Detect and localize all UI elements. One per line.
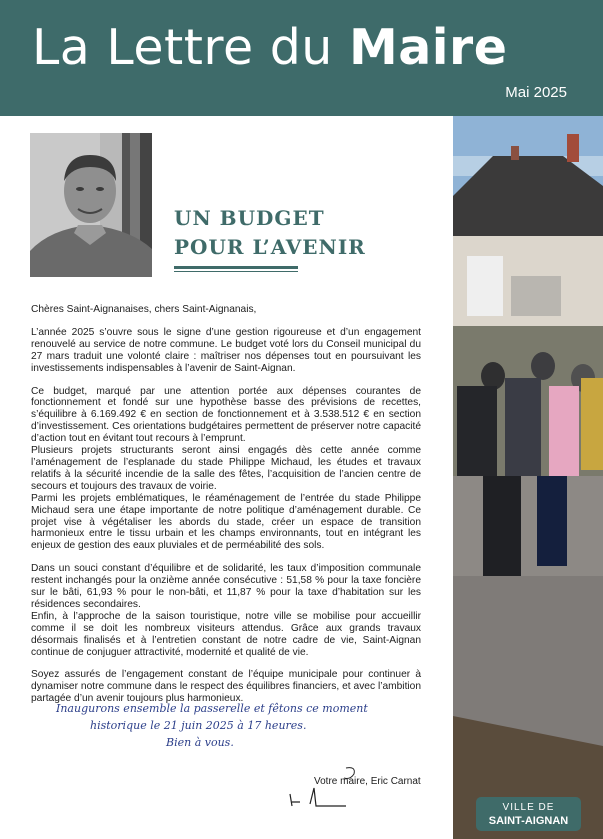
masthead-title: [32, 18, 507, 78]
signature-caption: Votre maire, Eric Carnat: [314, 776, 421, 787]
handwritten-line: Inaugurons ensemble la passerelle et fêtons ce moment: [56, 702, 368, 715]
paragraph: Soyez assurés de l’engagement constant de l’équipe municipale pour continuer à dynamiser notre commune dans le respect des équilibres financiers, et avec l’ambition partagée d’un avenir toujours plus harmonieux.: [31, 669, 421, 705]
issue-date: Mai 2025: [505, 84, 567, 101]
signature-scribble: [286, 766, 386, 812]
town-photo: [453, 116, 603, 839]
article-title-line2: POUR L’AVENIR: [174, 235, 366, 259]
title-underline-thin: [174, 271, 298, 272]
article-body: [31, 304, 421, 705]
masthead-banner: [0, 0, 603, 116]
paragraph: Enfin, à l’approche de la saison touristique, notre ville se mobilise pour accueillir comme il se doit les nombreux visiteurs attendus. Grâce aux grands travaux désormais finalisés et à l’entretien constant de notre cadre de vie, Saint-Aignan continue de conjuguer attractivité, modernité et qualité de vie.: [31, 610, 421, 658]
paragraph: Parmi les projets emblématiques, le réaménagement de l’entrée du stade Philippe Michaud sera une étape importante de notre politique d’aménagement durable. Ce projet vise à végétaliser les abords du stade, créer un espace de transition harmonieux entre le tissu urbain et les champs environnants, tout en intégrant les enjeux de gestion des eaux pluviales et de perméabilité des sols.: [31, 492, 421, 552]
salutation: Chères Saint-Aignanaises, chers Saint-Aignanais,: [31, 304, 257, 315]
town-logo-line1: VILLE DE: [502, 802, 555, 813]
handwritten-line: historique le 21 juin 2025 à 17 heures.: [90, 719, 307, 732]
article-title: [174, 204, 366, 262]
handwritten-line: Bien à vous.: [166, 736, 234, 749]
title-underline: [174, 266, 298, 269]
paragraph: Ce budget, marqué par une attention portée aux dépenses courantes de fonctionnement et fondé sur une hypothèse basse des prévisions de recettes, s’équilibre à 6.169.492 € en section de fonctionnement et à 3.538.512 € en section d’investissement. Ces orientations budgétaires permettent de préserver notre capacité d’action tout en évitant tout recours à l’emprunt.: [31, 385, 421, 445]
paragraph: L’année 2025 s’ouvre sous le signe d’une gestion rigoureuse et d’un engagement renouvelé au service de notre commune. Le budget voté lors du Conseil municipal du 27 mars traduit une volonté claire : maîtriser nos dépenses tout en poursuivant les investissements indispensables à l’avenir de Saint-Aignan.: [31, 326, 421, 374]
paragraph: Dans un souci constant d’équilibre et de solidarité, les taux d’imposition communale restent inchangés pour la onzième année consécutive : 51,58 % pour la taxe foncière sur le bâti, 61,93 % pour le non-bâti, et 11,87 % pour la taxe d’habitation sur les résidences secondaires.: [31, 563, 421, 610]
paragraph: Plusieurs projets structurants seront ainsi engagés dès cette année comme l’aménagement de l’esplanade du stade Philippe Michaud, les études et travaux relatifs à la sécurité incendie de la salle des fêtes, l’acquisition de l’ancien centre de secours et toujours des travaux de voirie.: [31, 445, 421, 492]
town-logo: [476, 797, 581, 831]
handwritten-note: [56, 700, 416, 751]
mayor-portrait: [30, 133, 152, 277]
masthead-title-bold: Maire: [348, 19, 508, 76]
town-logo-line2: SAINT-AIGNAN: [488, 815, 569, 827]
article-title-line1: UN BUDGET: [174, 206, 325, 230]
masthead-title-light: La Lettre du: [32, 19, 349, 76]
